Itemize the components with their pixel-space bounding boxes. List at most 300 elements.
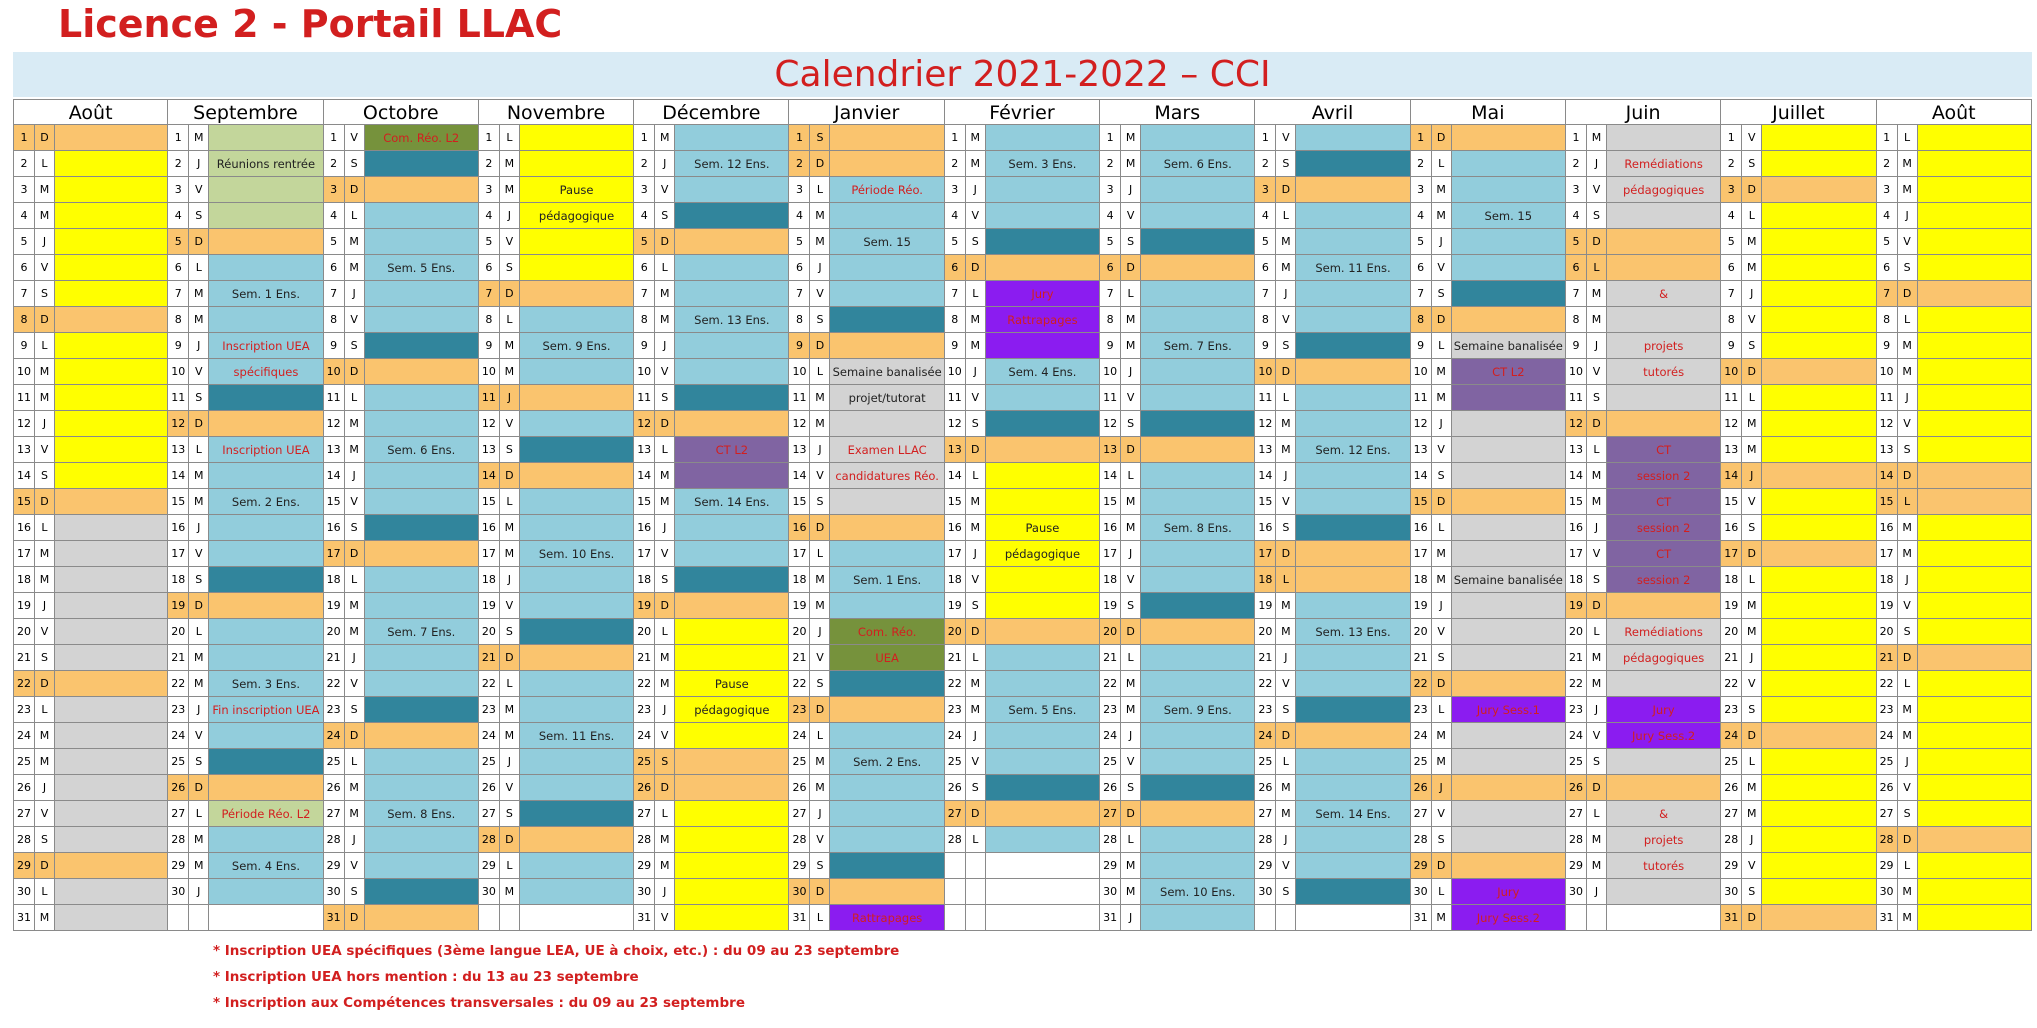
day-letter: S xyxy=(1121,229,1141,254)
day-number: 29 xyxy=(1721,853,1742,878)
day-label: Jury xyxy=(1452,879,1566,904)
day-number: 4 xyxy=(168,203,189,228)
day-letter: D xyxy=(1121,619,1141,644)
day-row xyxy=(1566,177,1721,203)
day-number: 1 xyxy=(1566,125,1587,150)
day-row xyxy=(1566,463,1721,489)
day-row xyxy=(1877,359,2032,385)
day-number: 1 xyxy=(168,125,189,150)
day-label xyxy=(520,385,634,410)
day-row xyxy=(1255,359,1410,385)
day-label xyxy=(1918,333,2032,358)
day-letter: V xyxy=(1276,489,1296,514)
day-letter: J xyxy=(1587,151,1607,176)
day-number: 30 xyxy=(1411,879,1432,904)
day-letter: J xyxy=(810,255,830,280)
day-row xyxy=(1721,463,1876,489)
day-number: 12 xyxy=(634,411,655,436)
day-letter: M xyxy=(966,333,986,358)
day-label xyxy=(675,203,789,228)
day-letter: M xyxy=(655,827,675,852)
day-label xyxy=(1918,801,2032,826)
day-row xyxy=(1877,203,2032,229)
day-label xyxy=(675,541,789,566)
day-row xyxy=(13,567,168,593)
day-number: 1 xyxy=(945,125,966,150)
day-row xyxy=(945,593,1100,619)
day-row xyxy=(1411,463,1566,489)
day-letter: M xyxy=(500,177,520,202)
month-column xyxy=(324,99,479,931)
day-row xyxy=(634,723,789,749)
day-number: 3 xyxy=(634,177,655,202)
day-label xyxy=(986,749,1100,774)
day-label xyxy=(1452,801,1566,826)
day-number: 1 xyxy=(1255,125,1276,150)
day-row xyxy=(479,411,634,437)
day-label xyxy=(830,801,944,826)
day-label xyxy=(986,229,1100,254)
day-label xyxy=(520,853,634,878)
day-letter: L xyxy=(1587,437,1607,462)
day-letter: V xyxy=(966,567,986,592)
day-number: 19 xyxy=(634,593,655,618)
day-row xyxy=(1100,619,1255,645)
day-letter: L xyxy=(1276,385,1296,410)
day-number: 18 xyxy=(479,567,500,592)
day-label xyxy=(675,411,789,436)
day-number: 2 xyxy=(789,151,810,176)
day-row xyxy=(1411,203,1566,229)
day-label: Sem. 8 Ens. xyxy=(365,801,479,826)
day-letter: M xyxy=(1898,697,1918,722)
day-number: 10 xyxy=(1255,359,1276,384)
day-letter: S xyxy=(35,827,55,852)
day-number: 6 xyxy=(634,255,655,280)
day-letter: M xyxy=(1587,853,1607,878)
day-row xyxy=(1100,801,1255,827)
day-number xyxy=(479,905,500,930)
day-row xyxy=(789,203,944,229)
day-letter: L xyxy=(810,541,830,566)
day-number: 28 xyxy=(1721,827,1742,852)
day-number: 8 xyxy=(634,307,655,332)
day-label xyxy=(1296,671,1410,696)
day-number: 13 xyxy=(324,437,345,462)
day-number: 4 xyxy=(1721,203,1742,228)
day-row xyxy=(168,905,323,931)
day-number: 10 xyxy=(14,359,35,384)
day-number: 17 xyxy=(1100,541,1121,566)
day-label xyxy=(830,255,944,280)
day-number: 9 xyxy=(1411,333,1432,358)
day-label xyxy=(55,489,168,514)
day-label xyxy=(520,255,634,280)
day-row xyxy=(1877,411,2032,437)
day-label xyxy=(365,827,479,852)
day-label xyxy=(55,307,168,332)
day-number: 11 xyxy=(634,385,655,410)
day-letter: M xyxy=(810,593,830,618)
day-letter: M xyxy=(1587,827,1607,852)
day-number: 2 xyxy=(1255,151,1276,176)
day-row xyxy=(1100,489,1255,515)
day-letter: D xyxy=(655,775,675,800)
day-label xyxy=(1452,125,1566,150)
day-row xyxy=(324,411,479,437)
day-number: 22 xyxy=(1411,671,1432,696)
day-letter: J xyxy=(189,151,209,176)
day-label xyxy=(1141,463,1255,488)
day-letter: M xyxy=(1432,541,1452,566)
day-number: 23 xyxy=(14,697,35,722)
day-number: 19 xyxy=(168,593,189,618)
day-number: 16 xyxy=(14,515,35,540)
day-number: 20 xyxy=(945,619,966,644)
day-row xyxy=(324,125,479,151)
day-letter: J xyxy=(345,463,365,488)
day-label: Sem. 5 Ens. xyxy=(365,255,479,280)
day-label xyxy=(520,905,634,930)
day-number: 23 xyxy=(1100,697,1121,722)
day-row xyxy=(1721,567,1876,593)
day-number: 18 xyxy=(14,567,35,592)
day-number xyxy=(945,853,966,878)
day-letter xyxy=(1587,905,1607,930)
day-row xyxy=(1877,723,2032,749)
day-row xyxy=(789,645,944,671)
day-row xyxy=(1100,541,1255,567)
day-number: 17 xyxy=(1566,541,1587,566)
day-letter: J xyxy=(1276,645,1296,670)
day-label xyxy=(55,697,168,722)
day-row xyxy=(789,177,944,203)
day-row xyxy=(479,905,634,931)
day-letter: S xyxy=(810,307,830,332)
day-label: Sem. 12 Ens. xyxy=(1296,437,1410,462)
day-row xyxy=(168,697,323,723)
day-letter: J xyxy=(189,333,209,358)
day-number: 1 xyxy=(479,125,500,150)
day-row xyxy=(1255,723,1410,749)
day-letter: S xyxy=(810,125,830,150)
day-letter: J xyxy=(810,619,830,644)
day-label xyxy=(1918,775,2032,800)
day-number: 20 xyxy=(1411,619,1432,644)
day-label xyxy=(986,775,1100,800)
day-number: 29 xyxy=(1255,853,1276,878)
day-letter: M xyxy=(1587,281,1607,306)
day-label xyxy=(520,151,634,176)
day-number: 26 xyxy=(1721,775,1742,800)
day-label: Pause xyxy=(675,671,789,696)
day-number: 31 xyxy=(1877,905,1898,930)
day-letter: M xyxy=(500,515,520,540)
footnote: * Inscription aux Compétences transversales : du 09 au 23 septembre xyxy=(213,995,745,1011)
day-row xyxy=(945,411,1100,437)
day-letter: M xyxy=(500,333,520,358)
day-label xyxy=(1918,385,2032,410)
day-letter: M xyxy=(500,723,520,748)
day-letter: J xyxy=(1432,593,1452,618)
footnote: * Inscription UEA hors mention : du 13 au 23 septembre xyxy=(213,969,639,985)
day-row xyxy=(1877,255,2032,281)
day-letter: S xyxy=(1121,593,1141,618)
day-row xyxy=(324,307,479,333)
day-label xyxy=(986,801,1100,826)
day-row xyxy=(1255,307,1410,333)
day-row xyxy=(1411,411,1566,437)
day-row xyxy=(13,333,168,359)
day-number: 10 xyxy=(1721,359,1742,384)
day-letter: D xyxy=(655,593,675,618)
day-letter: L xyxy=(1898,853,1918,878)
day-number: 1 xyxy=(14,125,35,150)
day-label xyxy=(209,229,323,254)
day-row xyxy=(324,177,479,203)
day-label xyxy=(520,437,634,462)
day-row xyxy=(13,151,168,177)
day-letter: L xyxy=(189,619,209,644)
day-row xyxy=(1721,359,1876,385)
day-label xyxy=(1762,229,1876,254)
day-row xyxy=(1255,411,1410,437)
day-number: 24 xyxy=(1721,723,1742,748)
day-letter: D xyxy=(1121,255,1141,280)
day-row xyxy=(1566,489,1721,515)
day-row xyxy=(479,567,634,593)
day-number: 20 xyxy=(14,619,35,644)
day-label: Jury xyxy=(1607,697,1721,722)
day-number: 24 xyxy=(168,723,189,748)
day-letter: S xyxy=(35,645,55,670)
day-label xyxy=(209,827,323,852)
day-number: 10 xyxy=(324,359,345,384)
day-number: 15 xyxy=(14,489,35,514)
day-letter: L xyxy=(1432,697,1452,722)
day-label xyxy=(675,177,789,202)
day-number: 30 xyxy=(789,879,810,904)
day-row xyxy=(1721,151,1876,177)
day-letter: M xyxy=(1276,255,1296,280)
day-row xyxy=(479,203,634,229)
day-label xyxy=(1918,879,2032,904)
day-label xyxy=(986,203,1100,228)
day-row xyxy=(1721,671,1876,697)
day-label xyxy=(1452,593,1566,618)
day-label xyxy=(1762,411,1876,436)
day-label: Examen LLAC xyxy=(830,437,944,462)
day-letter: L xyxy=(1432,151,1452,176)
day-number: 11 xyxy=(479,385,500,410)
day-letter: M xyxy=(1742,411,1762,436)
day-label xyxy=(55,151,168,176)
day-number: 30 xyxy=(1255,879,1276,904)
day-row xyxy=(1411,151,1566,177)
month-header: Août xyxy=(13,99,168,125)
day-row xyxy=(1255,203,1410,229)
day-label: CT xyxy=(1607,437,1721,462)
day-row xyxy=(1721,125,1876,151)
month-header: Juin xyxy=(1566,99,1721,125)
day-row xyxy=(1100,697,1255,723)
month-column xyxy=(168,99,323,931)
day-row xyxy=(634,645,789,671)
day-row xyxy=(1877,567,2032,593)
day-label xyxy=(675,879,789,904)
day-row xyxy=(168,125,323,151)
day-row xyxy=(324,229,479,255)
day-letter: J xyxy=(1276,463,1296,488)
day-row xyxy=(945,203,1100,229)
day-letter: D xyxy=(655,411,675,436)
day-number: 27 xyxy=(1411,801,1432,826)
day-row xyxy=(13,697,168,723)
day-number: 11 xyxy=(324,385,345,410)
day-row xyxy=(324,515,479,541)
day-row xyxy=(479,801,634,827)
day-row xyxy=(1255,229,1410,255)
day-label xyxy=(365,775,479,800)
day-letter: S xyxy=(189,567,209,592)
day-letter: D xyxy=(1432,489,1452,514)
day-label xyxy=(1296,177,1410,202)
day-row xyxy=(168,307,323,333)
day-number: 15 xyxy=(1411,489,1432,514)
day-label: tutorés xyxy=(1607,359,1721,384)
day-number: 13 xyxy=(789,437,810,462)
day-row xyxy=(945,125,1100,151)
day-label xyxy=(1762,359,1876,384)
day-letter: V xyxy=(966,385,986,410)
day-letter: L xyxy=(345,567,365,592)
day-number: 27 xyxy=(1721,801,1742,826)
day-letter: J xyxy=(655,333,675,358)
day-row xyxy=(1721,307,1876,333)
day-number: 9 xyxy=(1566,333,1587,358)
day-label: Sem. 5 Ens. xyxy=(986,697,1100,722)
day-label xyxy=(1762,255,1876,280)
day-row xyxy=(324,827,479,853)
day-label: Sem. 3 Ens. xyxy=(209,671,323,696)
day-number: 16 xyxy=(1255,515,1276,540)
day-number: 23 xyxy=(789,697,810,722)
day-label xyxy=(1918,177,2032,202)
day-row xyxy=(324,151,479,177)
day-row xyxy=(789,723,944,749)
day-number: 7 xyxy=(1255,281,1276,306)
day-row xyxy=(13,671,168,697)
day-number: 6 xyxy=(1411,255,1432,280)
day-letter: M xyxy=(1276,411,1296,436)
day-label: Sem. 15 xyxy=(830,229,944,254)
day-label xyxy=(1607,385,1721,410)
day-label xyxy=(365,385,479,410)
day-label: Sem. 1 Ens. xyxy=(830,567,944,592)
day-number: 29 xyxy=(324,853,345,878)
day-letter: M xyxy=(1432,567,1452,592)
day-letter: S xyxy=(655,749,675,774)
day-label xyxy=(1762,125,1876,150)
day-label xyxy=(55,853,168,878)
day-label: session 2 xyxy=(1607,463,1721,488)
day-label xyxy=(209,749,323,774)
day-row xyxy=(479,593,634,619)
day-letter: V xyxy=(1898,411,1918,436)
day-letter: J xyxy=(1898,567,1918,592)
day-number: 13 xyxy=(945,437,966,462)
day-row xyxy=(168,619,323,645)
day-row xyxy=(168,489,323,515)
day-label xyxy=(1762,567,1876,592)
day-number: 28 xyxy=(789,827,810,852)
day-number: 21 xyxy=(1411,645,1432,670)
day-number: 15 xyxy=(634,489,655,514)
day-row xyxy=(789,385,944,411)
day-row xyxy=(789,307,944,333)
day-label xyxy=(1141,749,1255,774)
day-row xyxy=(1100,307,1255,333)
day-label xyxy=(830,515,944,540)
day-row xyxy=(945,619,1100,645)
day-number: 12 xyxy=(1566,411,1587,436)
day-letter: S xyxy=(1432,463,1452,488)
day-label xyxy=(1918,853,2032,878)
day-letter: M xyxy=(189,307,209,332)
day-row xyxy=(634,827,789,853)
day-label xyxy=(1141,801,1255,826)
day-row xyxy=(945,489,1100,515)
day-label xyxy=(1762,307,1876,332)
day-number: 29 xyxy=(14,853,35,878)
day-letter: M xyxy=(1587,125,1607,150)
day-letter: V xyxy=(35,619,55,644)
day-letter: M xyxy=(189,281,209,306)
day-letter: M xyxy=(345,229,365,254)
day-label xyxy=(209,203,323,228)
day-label xyxy=(1762,827,1876,852)
month-column xyxy=(945,99,1100,931)
day-number: 31 xyxy=(14,905,35,930)
day-number: 24 xyxy=(1411,723,1432,748)
day-label xyxy=(1452,515,1566,540)
day-letter xyxy=(1276,905,1296,930)
month-header: Avril xyxy=(1255,99,1410,125)
day-letter: M xyxy=(35,541,55,566)
day-label xyxy=(986,671,1100,696)
day-number: 26 xyxy=(324,775,345,800)
day-number: 10 xyxy=(789,359,810,384)
day-label xyxy=(675,359,789,384)
day-label xyxy=(1918,645,2032,670)
day-row xyxy=(1566,645,1721,671)
day-number: 16 xyxy=(634,515,655,540)
day-label xyxy=(520,645,634,670)
day-label: spécifiques xyxy=(209,359,323,384)
day-letter: J xyxy=(966,177,986,202)
day-label xyxy=(1762,749,1876,774)
day-letter: V xyxy=(655,359,675,384)
day-number: 15 xyxy=(945,489,966,514)
day-letter: V xyxy=(810,463,830,488)
day-row xyxy=(789,697,944,723)
day-row xyxy=(789,411,944,437)
day-row xyxy=(1411,125,1566,151)
day-label xyxy=(1141,567,1255,592)
day-row xyxy=(479,645,634,671)
day-letter: J xyxy=(810,437,830,462)
day-letter: L xyxy=(966,463,986,488)
